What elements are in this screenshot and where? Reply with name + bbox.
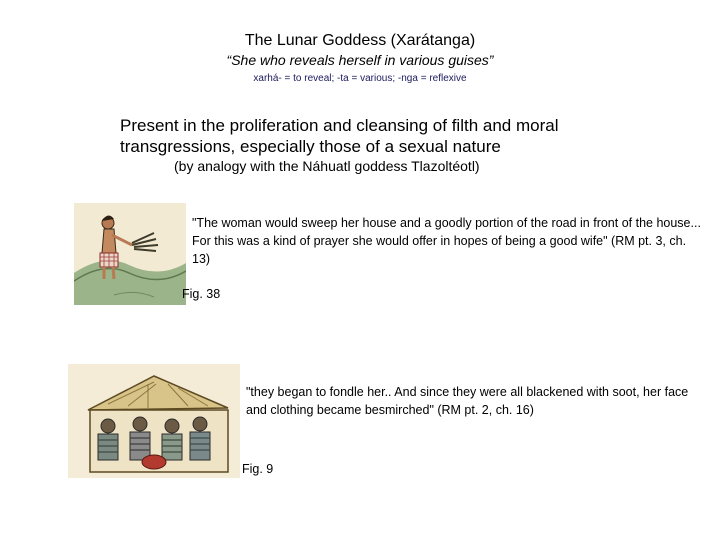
slide-subtitle: “She who reveals herself in various guises”	[226, 52, 494, 68]
fig38-quote: "The woman would sweep her house and a goodly portion of the road in front of the house... For this was a kind of prayer she would offer in hopes of being a good wife" (RM pt. 3, ch. 13)	[192, 216, 701, 266]
fig9-caption: Fig. 9	[242, 462, 274, 476]
main-statement: Present in the proliferation and cleansing of filth and moral transgressions, especially those of a sexual nature	[120, 116, 559, 156]
analogy-note: (by analogy with the Náhuatl goddess Tlazoltéotl)	[174, 158, 480, 174]
etymology-note: xarhá- = to reveal; -ta = various; -nga = reflexive	[253, 73, 467, 84]
fig9-illustration	[68, 364, 240, 478]
fig9-quote: "they began to fondle her.. And since they were all blackened with soot, her face and clothing became besmirched" (RM pt. 2, ch. 16)	[246, 385, 689, 417]
fig38-illustration	[74, 203, 186, 305]
slide-title: The Lunar Goddess (Xarátanga)	[244, 32, 476, 49]
fig38-caption: Fig. 38	[182, 287, 221, 301]
